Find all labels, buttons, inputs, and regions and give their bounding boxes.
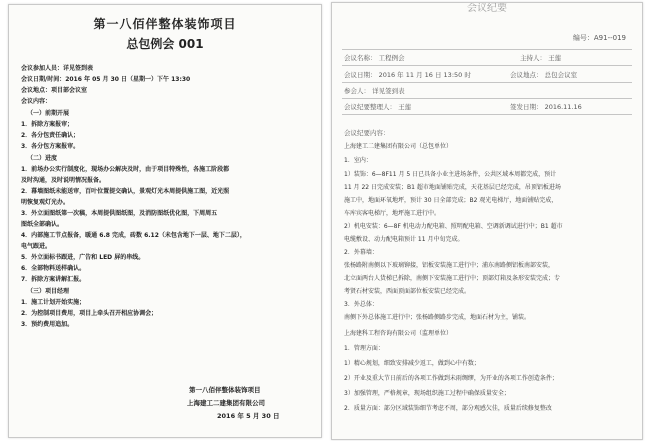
divider <box>342 114 632 115</box>
minutes-line: 5．外立面标书跟进，广告和 LED 屏的串线。 <box>21 254 145 261</box>
meeting-minutes-page-right <box>331 2 643 440</box>
section-heading: （一）前期开展 <box>27 110 70 117</box>
minutes-line: 北立面两台人货梯已拆除，南侧下安装施工进行中；顶部灯箱及条形安装完成；专 <box>344 275 561 282</box>
minutes-line: 2．各分包责任确认； <box>21 132 80 139</box>
section-heading: （二）进度 <box>27 155 58 162</box>
minutes-line: 1．管理方面： <box>344 345 384 352</box>
minutes-line: 1．前场办公实行制度化，现场办公解决及时，由于项目特殊性，各施工阶段都 <box>21 166 230 173</box>
document-header: 会议纪要 <box>467 3 507 14</box>
minutes-line: 2．质量方面：部分区域装饰细节考虑不周，部分观感欠佳，质量后续修复整改 <box>344 405 552 412</box>
minutes-line: 1．室内： <box>344 157 372 164</box>
minutes-line: 3．外立面图纸第一次稿，本周提供图纸图，及消防图纸优化图，下周周五 <box>21 210 218 217</box>
minutes-line: 上海建工二建集团有限公司（总包单位） <box>344 143 453 150</box>
divider <box>342 65 632 66</box>
minutes-line: 张杨路附南侧以下玻璃铆接，铝板安装施工进行中；浦东南路侧铝板南部安装， <box>344 262 555 269</box>
minutes-line: 考贤石材安装，西面顶面部位板安装已经完成。 <box>344 288 471 295</box>
divider <box>342 98 632 99</box>
meeting-date: 会议日期： 2016 年 11 月 16 日 13:50 时 <box>344 71 471 79</box>
content-label: 会议纪要内容： <box>344 129 390 137</box>
minutes-line: 电缆敷设、动力配电箱预计 11 月中旬完成。 <box>344 236 464 243</box>
attendees: 参会人： 详见签到表 <box>344 87 405 95</box>
minutes-line: 2）开业及重大节日前后的各项工作做到未雨绸缪，为开业的各项工作创造条件； <box>344 375 558 382</box>
minutes-line: 施工中，地面环氧地坪，预计 30 日全部完成；B2 观光电梯厅，地面铺贴完成， <box>344 197 558 204</box>
minutes-line: 2．为控制项目费用，项目上牵头召开相应协调会； <box>21 310 158 317</box>
meeting-minutes-page-left <box>8 4 322 438</box>
minutes-line: 及时沟通，及时说明情况报备。 <box>21 177 106 184</box>
project-title: 第一八佰伴整体装饰项目 <box>93 17 237 31</box>
minutes-line: 3．各分包方案报审。 <box>21 143 80 150</box>
signature-company: 上海建工二建集团有限公司 <box>187 399 265 407</box>
minutes-line: 南侧下外总体施工进行中；张杨路侧路步完成，地面石材为主，铺装。 <box>344 314 531 321</box>
document-title: 总包例会 001 <box>126 37 204 51</box>
minutes-line: 3．外总体： <box>344 301 378 308</box>
minutes-line: 2）机电安装：6—8F 机电动力配电箱、照明配电箱、空调新调试进行中；B1 超市 <box>344 223 563 230</box>
minutes-line: 会议日期/时间：2016 年 05 月 30 日（星期一）下午 13:30 <box>21 76 191 83</box>
divider <box>342 82 632 83</box>
minutes-line: 会议地点：项目部会议室 <box>21 87 88 94</box>
minutes-line: 2．幕墙图纸未能送审，百叶位置提交确认，景观灯光本周提供施工图，近光照 <box>21 188 230 195</box>
document-number: 编号：A91--019 <box>572 34 626 42</box>
minutes-line: 1）装饰：6—8F11 月 5 日已具备小业主进场条件，公共区域本周都完成，预计 <box>344 171 557 178</box>
minutes-line: 1．施工计划开始实施； <box>21 299 86 306</box>
minutes-line: 1．拆除方案报审； <box>21 121 74 128</box>
signature-project: 第一八佰伴整体装饰项目 <box>189 386 261 394</box>
minutes-line: 3）加强管理，严格规章，现场组织施工过程中确保质量安全； <box>344 390 510 397</box>
minutes-line: 2．外幕墙： <box>344 249 378 256</box>
meeting-name: 会议名称： 工程例会 <box>344 54 405 62</box>
minutes-line: 3．预约费用追加。 <box>21 321 74 328</box>
minutes-line: 明恢复观灯光办。 <box>21 199 70 206</box>
issue-date: 签发日期： 2016.11.16 <box>510 103 582 111</box>
section-heading: （三）项目经理 <box>27 288 70 295</box>
minutes-line: 会议参加人员：详见签到表 <box>21 65 94 72</box>
minutes-line: 上海建科工程咨询有限公司（监理单位） <box>344 330 453 337</box>
minutes-line: 电气跟进。 <box>21 243 52 250</box>
minutes-line: 6．全部物料送样确认。 <box>21 265 86 272</box>
minutes-line: 车库宾客电梯厅，地坪施工进行中。 <box>344 210 441 217</box>
minutes-line: 会议内容： <box>21 98 52 105</box>
minutes-line: 图纸全部确认。 <box>21 221 64 228</box>
minutes-line: 1）精心规划，细致安排减少返工，做到心中有数； <box>344 360 480 367</box>
minutes-line: 4．内部施工节点报备，暖通 6.8 完成，砖数 6.12（未包含地下一层、地下二层）， <box>21 232 246 239</box>
signature-date: 2016 年 5 月 30 日 <box>217 412 280 420</box>
meeting-place: 会议地点： 总包会议室 <box>510 71 578 79</box>
meeting-host: 主持人： 王莲 <box>520 54 562 62</box>
minutes-line: 7．拆除方案讲解汇报。 <box>21 276 86 283</box>
divider <box>342 49 632 50</box>
minutes-line: 11 月 22 日完成安装；B1 超市地面铺贴完成，天花基层已经完成，吊顶铝板进场 <box>344 184 561 191</box>
recorder: 会议纪要整理人： 王莲 <box>344 103 412 111</box>
